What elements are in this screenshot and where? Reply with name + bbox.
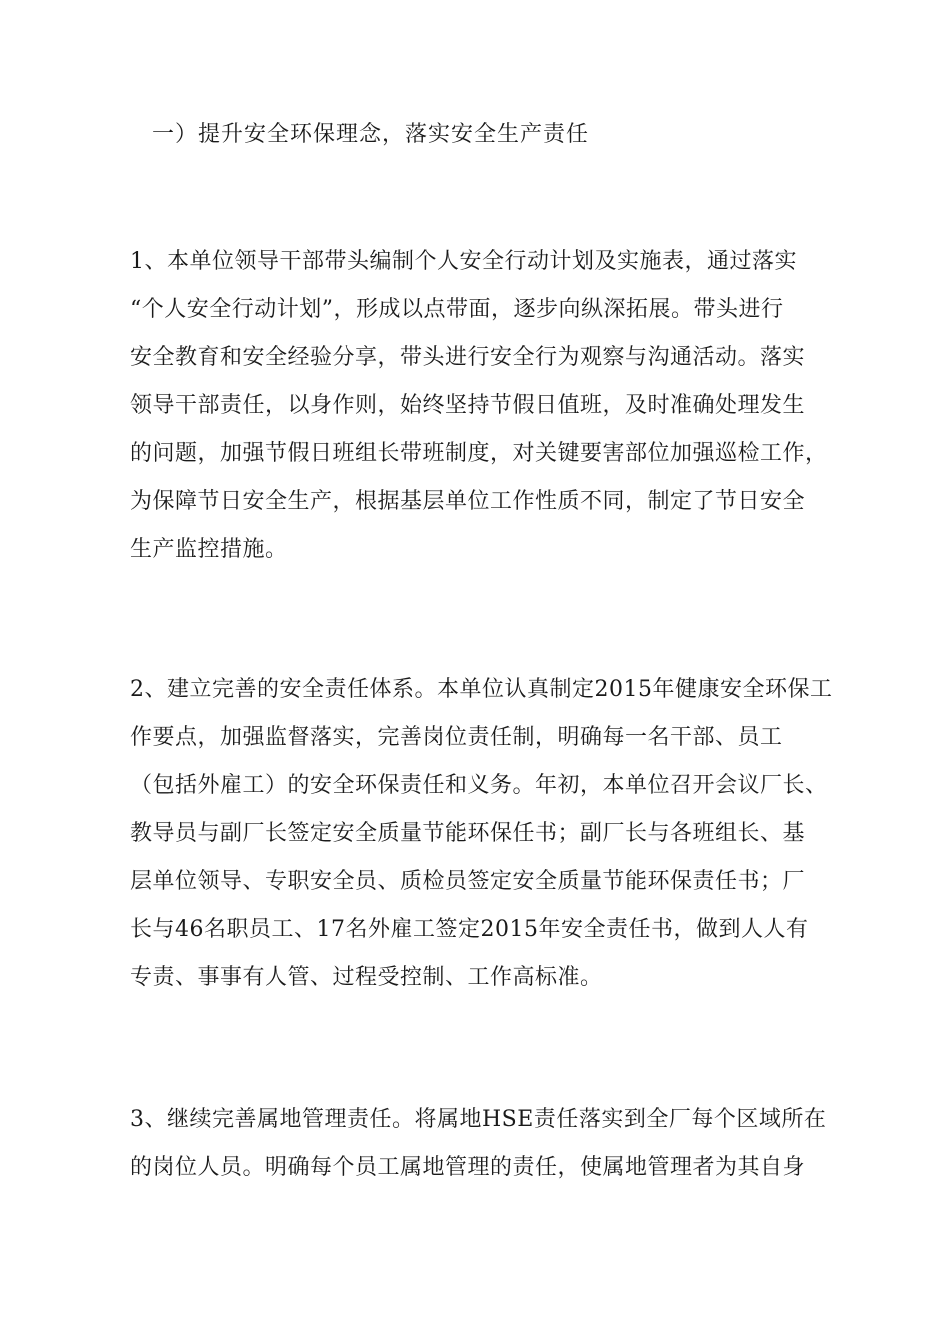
paragraph-line: 2、建立完善的安全责任体系。本单位认真制定2015年健康安全环保工 [130,677,833,702]
paragraph-line: 长与46名职员工、17名外雇工签定2015年安全责任书，做到人人有 [130,917,809,942]
paragraph-line: 作要点，加强监督落实，完善岗位责任制，明确每一名干部、员工 [130,725,783,750]
paragraph-line: 教导员与副厂长签定安全质量节能环保任书；副厂长与各班组长、基 [130,821,806,846]
paragraph-line: 领导干部责任，以身作则，始终坚持节假日值班，及时准确处理发生 [130,393,806,418]
paragraph-3 [130,1096,830,1192]
paragraph-line: 的问题，加强节假日班组长带班制度，对关键要害部位加强巡检工作， [130,441,828,466]
paragraph-line: 的岗位人员。明确每个员工属地管理的责任，使属地管理者为其自身 [130,1155,806,1180]
paragraph-line: 为保障节日安全生产，根据基层单位工作性质不同，制定了节日安全 [130,489,806,514]
paragraph-line: 层单位领导、专职安全员、质检员签定安全质量节能环保责任书；厂 [130,869,806,894]
paragraph-line: 生产监控措施。 [130,537,288,562]
paragraph-1 [130,238,830,574]
section-heading: 一）提升安全环保理念，落实安全生产责任 [152,122,590,147]
paragraph-line: 专责、事事有人管、过程受控制、工作高标准。 [130,965,603,990]
paragraph-line: （包括外雇工）的安全环保责任和义务。年初，本单位召开会议厂长、 [130,773,828,798]
paragraph-line: 安全教育和安全经验分享，带头进行安全行为观察与沟通活动。落实 [130,345,806,370]
paragraph-line: “个人安全行动计划”，形成以点带面，逐步向纵深拓展。带头进行 [130,297,784,322]
paragraph-line: 3、继续完善属地管理责任。将属地HSE责任落实到全厂每个区域所在 [130,1107,827,1132]
paragraph-line: 1、本单位领导干部带头编制个人安全行动计划及实施表，通过落实 [130,249,797,274]
paragraph-2 [130,666,833,1002]
